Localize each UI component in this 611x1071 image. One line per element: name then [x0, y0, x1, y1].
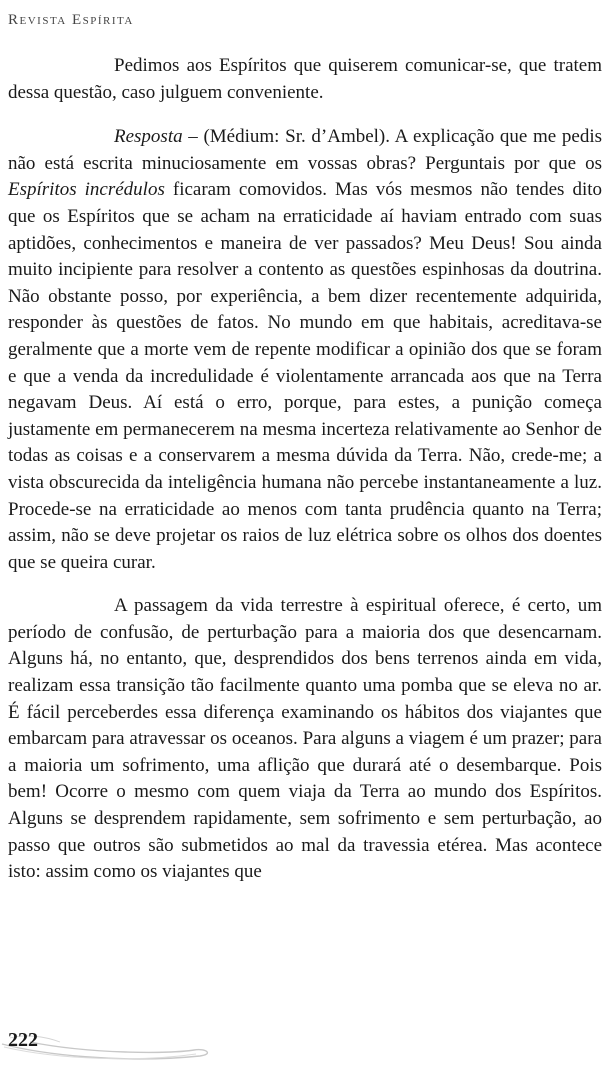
paragraph-request: Pedimos aos Espíritos que quiserem comunicar-se, que tratem dessa questão, caso julguem conveniente.	[8, 55, 602, 103]
paragraph-response	[8, 124, 602, 576]
response-label: Resposta	[114, 126, 183, 148]
running-head: Revista Espírita	[8, 12, 134, 28]
paragraph-passage: A passagem da vida terrestre à espiritual oferece, é certo, um período de confusão, de perturbação para a maioria dos que desencarnam. Alguns há, no entanto, que, desprendidos dos bens terrenos ainda em vida, realizam essa transição tão facilmente quanto uma pomba que se eleva no ar. É fácil perceberdes essa diferença examinando os hábitos dos viajantes que embarcam para atravessar os oceanos. Para alguns a viagem é um prazer; para a maioria um sofrimento, uma aflição que durará até o desembarque. Pois bem! Ocorre o mesmo com quem viaja da Terra ao mundo dos Espíritos. Alguns se desprendem rapidamente, sem sofrimento e sem perturbação, ao passo que outros são submetidos ao mal da travessia etérea. Mas acontece isto: assim como os viajantes que	[8, 595, 602, 883]
page-number: 222	[8, 1029, 38, 1051]
italic-phrase: Espíritos incrédulos	[8, 179, 165, 201]
body-text	[8, 53, 602, 886]
page-footer	[0, 1024, 230, 1064]
response-text-part2: ficaram comovidos. Mas vós mesmos não tendes dito que os Espíritos que se acham na erraticidade aí haviam entrado com suas aptidões, conhecimentos e maneira de ver passados? Meu Deus! Sou ainda muito incipiente para resolver a contento as questões espinhosas da doutrina. Não obstante posso, por experiência, a bem dizer recentemente adquirida, responder às questões de fatos. No mundo em que habitais, acreditava-se geralmente que a morte vem de repente modificar a opinião dos que se foram e que a venda da incredulidade é violentamente arrancada aos que na Terra negavam Deus. Aí está o erro, porque, para estes, a punição começa justamente em permanecerem na mesma incerteza relativamente ao Senhor de todas as coisas e a conservarem a mesma dúvida da Terra. Não, crede-me; a vista obscurecida da inteligência humana não percebe instantaneamente a luz. Procede-se na erraticidade ao menos com tanta prudência quanto na Terra; assim, não se deve projetar os raios de luz elétrica sobre os olhos dos doentes que se queira curar.	[8, 179, 602, 573]
response-text-part1: – (Médium: Sr. d’Ambel). A explicação que me pedis não está escrita minuciosamente em vossas obras? Perguntais por que os	[8, 126, 602, 174]
